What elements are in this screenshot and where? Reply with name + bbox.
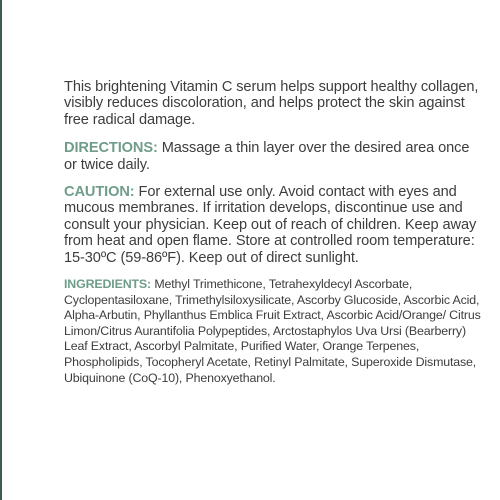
intro-text: This brightening Vitamin C serum helps support healthy collagen, visibly reduces discoloration, and helps protect the skin against free radical damage. xyxy=(64,79,479,128)
ingredients-section xyxy=(64,277,484,386)
directions-text: Massage a thin layer over the desired area once or twice daily. xyxy=(64,140,470,173)
ingredients-label: INGREDIENTS: xyxy=(64,277,152,292)
caution-label: CAUTION: xyxy=(64,184,135,201)
directions-section xyxy=(64,140,484,173)
label-text-content xyxy=(64,79,484,397)
caution-section xyxy=(64,184,484,266)
ingredients-text: Methyl Trimethicone, Tetrahexyldecyl Ascorbate, Cyclopentasiloxane, Trimethylsiloxysilicate, Ascorby Glucoside, Ascorbic Acid, Alpha-Arbutin, Phyllanthus Emblica Fruit Extract, Ascorbic Acid/Orange/ Citrus Limon/Citrus Aurantifolia Polypeptides, Arctostaphylos Uva Ursi (Bearberry) Leaf Extract, Ascorbyl Palmitate, Purified Water, Orange Terpenes, Phospholipids, Tocopheryl Acetate, Retinyl Palmitate, Superoxide Dismutase, Ubiquinone (CoQ-10), Phenoxyethanol. xyxy=(64,277,481,385)
product-description xyxy=(64,79,484,128)
directions-label: DIRECTIONS: xyxy=(64,140,158,157)
caution-text: For external use only. Avoid contact with eyes and mucous membranes. If irritation develops, discontinue use and consult your physician. Keep out of reach of children. Keep away from heat and open flame. Store at controlled room temperature: 15-30ºC (59-86ºF). Keep out of direct sunlight. xyxy=(64,184,477,266)
